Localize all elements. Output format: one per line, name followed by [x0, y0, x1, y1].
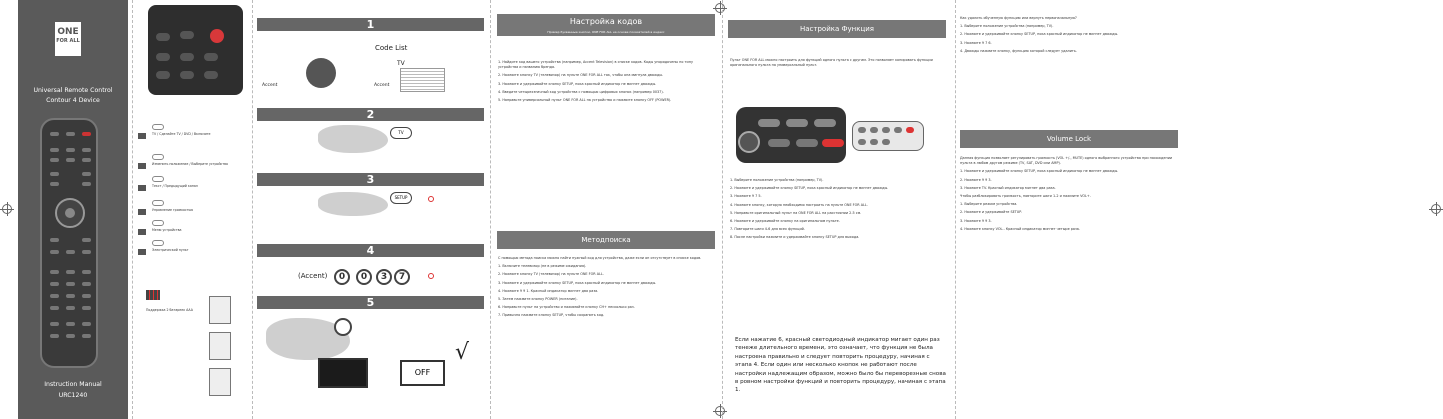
manual-title: Instruction Manual: [44, 381, 102, 388]
section-subtitle: Пример буквенные кнопки, ONE FOR ALL на основе показателей в индекс: [547, 30, 665, 34]
logo-text: ONE: [57, 27, 79, 37]
feature-item: Меню устройства: [138, 228, 246, 239]
section-header-function: Настройка Функция: [728, 20, 946, 38]
cover-subtitle: Contour 4 Device: [46, 97, 100, 104]
battery-icon: [146, 290, 160, 300]
code-list-illustration: [400, 68, 445, 92]
hand-pressing-illustration: [318, 192, 388, 216]
section-header-code: Настройка кодов: [497, 14, 715, 36]
code-setup-steps: 1. Найдите код вашего устройства (например, Accent Television) в списке кодов. Коды упорядочены по типу устройства и названию бренда. 2. Нажмите кнопку TV (телевизор) на пульте ONE FOR ALL так, чтобы она мигнула дважды. 3. Нажмите и удерживайте кнопку SETUP, пока красный индикатор не мигнет дважды. 4. Введите четырехзначный код устройства с помощью цифровых кнопок (например 0037). 5. Направьте универсальный пульт ONE FOR ALL на устройство и нажмите кнопку OFF (POWER).: [498, 60, 693, 103]
volume-lock-steps: Данная функция позволяет регулировать громкость (VOL +/-, MUTE) одного выбранного устройства при нахождении пульта в любом другом режиме (TV, SAT, DVD или AMP). 1. Нажмите и удерживайте кнопку SETUP, пока красный индикатор не мигнет дважды. 2. Нажмите 9 9 3. 3. Нажмите TV. Красный индикатор мигнет два раза. Чтобы разблокировать громкость, повторите шаги 1-2 и нажмите VOL+. 1. Выберите режим устройства. 2. Нажмите и удерживайте SETUP. 3. Нажмите 9 9 3. 4. Нажмите кнопку VOL-. Красный индикатор мигнет четыре раза.: [960, 156, 1173, 231]
tv-off-screen: OFF: [400, 360, 445, 386]
section-header-volume: Volume Lock: [960, 130, 1178, 148]
registration-mark: [715, 406, 725, 416]
brand-label: Accent: [262, 83, 278, 88]
step-1-header: 1: [257, 18, 484, 31]
tv-button-icon: TV: [390, 127, 412, 139]
tv-label: TV: [397, 60, 405, 67]
setup-button-icon: SETUP: [390, 192, 412, 204]
section-header-search: Методпоиска: [497, 231, 715, 249]
logo-subtext: FOR ALL: [56, 38, 80, 44]
brand-logo: [55, 22, 81, 56]
led-icon: [428, 196, 434, 202]
on-button-illustration: [306, 58, 336, 88]
step-5-header: 5: [257, 296, 484, 309]
digit-button: 0: [334, 269, 350, 285]
registration-mark: [2, 204, 12, 214]
battery-insert-illustration: [209, 368, 231, 396]
cover-panel: [18, 0, 128, 419]
feature-item: Текст / Предыдущий канал: [138, 184, 246, 195]
delete-function-steps: Как удалить обученную функцию или вернуть первоначальную? 1. Выберите положение устройства (например, TV). 2. Нажмите и удерживайте кнопку SETUP, пока красный индикатор не мигнет дважды. 3. Нажмите 9 7 6. 4. Дважды нажмите кнопку, функцию которой следует удалить.: [960, 16, 1119, 53]
remote-top-illustration: [148, 5, 243, 95]
feature-item: TV / Сделайте TV / DVD / Включите: [138, 132, 246, 143]
dpad-icon: [55, 198, 85, 228]
power-button-icon: [334, 318, 352, 336]
hand-pressing-illustration: [318, 125, 388, 153]
battery-note: Поддержка 2 батареек AAA: [146, 308, 193, 312]
digit-button: 0: [356, 269, 372, 285]
two-remotes-illustration: [736, 107, 924, 163]
step-4-header: 4: [257, 244, 484, 257]
tv-on-illustration: [318, 358, 368, 388]
function-intro: Пульт ONE FOR ALL можно настроить для функций одного пульта с другим. Это позволяет копировать функции оригинального пульта на универсальный пульт.: [730, 58, 933, 68]
feature-item: Электрический пульт: [138, 248, 246, 259]
battery-insert-illustration: [209, 296, 231, 324]
registration-mark: [1431, 204, 1441, 214]
step-2-header: 2: [257, 108, 484, 121]
feature-item: Управление громкостью: [138, 208, 246, 219]
led-icon: [428, 273, 434, 279]
feature-item: Изменить положение / Выберите устройство: [138, 162, 246, 173]
model-number: URC1240: [58, 392, 88, 399]
digit-button: 3: [376, 269, 392, 285]
digits-prefix: (Accent): [298, 272, 328, 280]
cover-title: Universal Remote Control: [33, 87, 113, 94]
check-mark: √: [455, 340, 470, 365]
search-method-steps: С помощью метода поиска можно найти нужный код для устройства, даже если он отсутствует в списке кодов. 1. Включите телевизор (не в режиме ожидания). 2. Нажмите кнопку TV (телевизор) на пульте ONE FOR ALL. 3. Нажмите и удерживайте кнопку SETUP, пока красный индикатор не мигнет дважды. 4. Нажмите 9 9 1. Красный индикатор мигнет два раза. 5. Затем нажмите кнопку POWER (питание). 6. Направьте пульт на устройство и нажимайте кнопку CH+ несколько раз. 7. Привычно нажмите кнопку SETUP, чтобы сохранить код.: [498, 256, 702, 318]
remote-illustration: [40, 118, 98, 368]
digit-button: 7: [394, 269, 410, 285]
registration-mark: [715, 3, 725, 13]
code-list-label: Code List: [375, 44, 408, 52]
step-3-header: 3: [257, 173, 484, 186]
brand-label: Accent: [374, 83, 390, 88]
function-setup-steps: 1. Выберите положение устройства (например, TV). 2. Нажмите и удерживайте кнопку SETUP, пока красный индикатор не мигнет дважды. 3. Нажмите 9 7 5. 4. Нажмите кнопку, которую необходимо настроить на пульте ONE FOR ALL. 5. Направьте оригинальный пульт на ONE FOR ALL на расстоянии 2-5 см. 6. Нажмите и удерживайте кнопку на оригинальном пульте. 7. Повторите шаги 4-6 для всех функций. 8. После настройки нажмите и удерживайте кнопку SETUP для выхода.: [730, 178, 889, 240]
battery-insert-illustration: [209, 332, 231, 360]
warning-note: Если нажатие 6, красный светодиодный индикатор мигает один раз тенеже длительного времени, это означает, что функция не была настроена правильно и следует повторить процедуру, начиная с этапа 4. Если один или несколько кнопок не работают после настройки надлежащим образом, можно было бы переворезные снова в ровном настройки функций и повторить процедуру, начиная с этапа 1.: [735, 337, 946, 394]
